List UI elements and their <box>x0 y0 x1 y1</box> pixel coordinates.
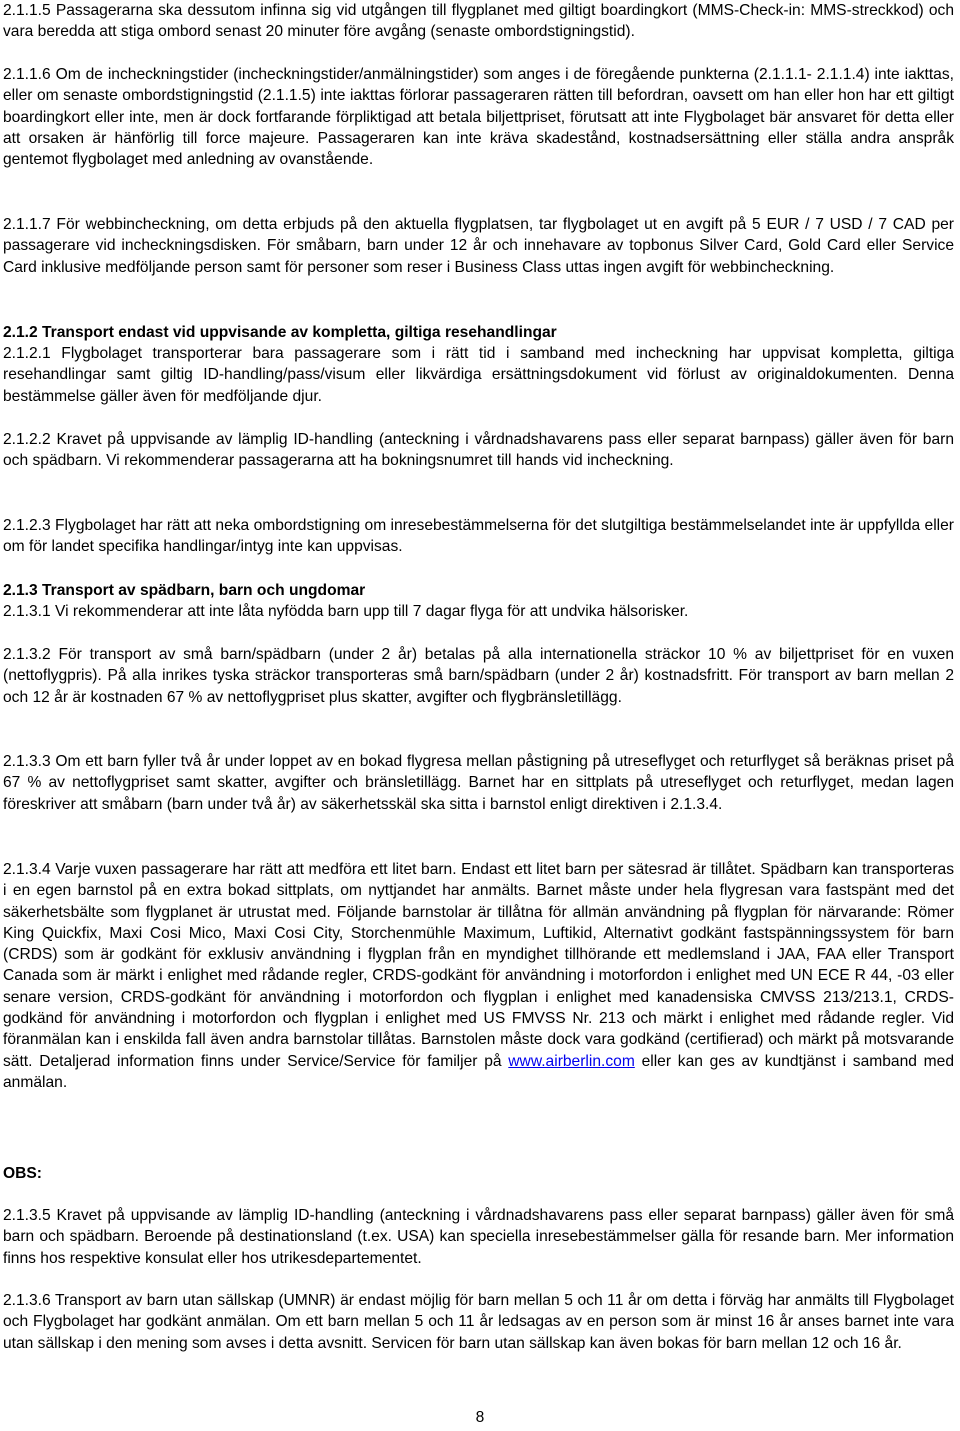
paragraph-2-1-2-1: 2.1.2.1 Flygbolaget transporterar bara passagerare som i rätt tid i samband med incheckning har uppvisat kompletta, giltiga resehandlingar samt giltig ID-handling/pass/visum eller likvärdiga ersättningsdokument vid förlust av originaldokumenten. Denna bestämmelse gäller även för medföljande djur. <box>3 345 954 405</box>
paragraph-2-1-3-4 <box>3 859 954 1093</box>
paragraph-2-1-3-3: 2.1.3.3 Om ett barn fyller två år under loppet av en bokad flygresa mellan påstigning på utreseflyget och returflyget så beräknas priset på 67 % av nettoflygpriset samt skatter, avgifter och bränsletillägg. Barnet har en sittplats på utreseflyget och returflyget, medan lagen föreskriver att småbarn (barn under två år) av säkerhetsskäl ska sitta i barnstol enligt direktiven i 2.1.3.4. <box>3 753 954 813</box>
obs-label: OBS: <box>3 1165 42 1182</box>
paragraph-2-1-1-5: 2.1.1.5 Passagerarna ska dessutom infinna sig vid utgången till flygplanet med giltigt boardingkort (MMS-Check-in: MMS-streckkod) och vara beredda att stiga ombord senast 20 minuter före avgång (senaste ombordstigningstid). <box>3 2 954 41</box>
paragraph-2-1-3-4-tail: eller kan ges av kundtjänst i samband med anmälan. <box>3 1052 954 1091</box>
section-heading-2-1-3: 2.1.3 Transport av spädbarn, barn och ungdomar <box>3 582 366 599</box>
paragraph-2-1-1-6: 2.1.1.6 Om de incheckningstider (incheckningstider/anmälningstider) som anges i de föregående punkterna (2.1.1.1- 2.1.1.4) inte iakttas, eller om senaste ombordstigningstid (2.1.1.5) inte iakttas förlorar passageraren rätten till befordran, oavsett om han eller hon har ett giltigt boardingkort eller inte, men är dock fortfarande förpliktigad att betala biljettpriset, förutsatt att inte Flygbolaget bär ansvaret för detta eller att orsaken är hänförlig till force majeure. Passageraren kan inte kräva skadestånd, kostnadsersättning eller ställa andra anspråk gentemot flygbolaget med anledning av ovanstående. <box>3 66 954 169</box>
paragraph-2-1-1-7: 2.1.1.7 För webbincheckning, om detta erbjuds på den aktuella flygplatsen, tar flygbolaget ut en avgift på 5 EUR / 7 USD / 7 CAD per passagerare vid incheckningsdisken. För småbarn, barn under 12 år och innehavare av topbonus Silver Card, Gold Card eller Service Card inklusive medföljande person samt för personer som reser i Business Class uttas ingen avgift för webbincheckning. <box>3 216 954 276</box>
paragraph-2-1-3-5: 2.1.3.5 Kravet på uppvisande av lämplig ID-handling (anteckning i vårdnadshavarens pass eller separat barnpass) gäller även för små barn och spädbarn. Beroende på destinationsland (t.ex. USA) kan speciella inresebestämmelser gälla för resande barn. Mer information finns hos respektive konsulat eller hos utrikesdepartementet. <box>3 1207 954 1267</box>
section-heading-2-1-2: 2.1.2 Transport endast vid uppvisande av kompletta, giltiga resehandlingar <box>3 324 557 341</box>
paragraph-2-1-3-2: 2.1.3.2 För transport av små barn/spädbarn (under 2 år) betalas på alla internationella sträckor 10 % av biljettpriset för en vuxen (nettoflygpris). På alla inrikes tyska sträckor transporteras små barn/spädbarn (under 2 år) kostnadsfritt. För transport av barn mellan 2 och 12 år är kostnaden 67 % av nettoflygpriset plus skatter, avgifter och flygbränsletillägg. <box>3 646 954 706</box>
page-number: 8 <box>475 1409 485 1426</box>
paragraph-2-1-3-4-text: 2.1.3.4 Varje vuxen passagerare har rätt att medföra ett litet barn. Endast ett litet barn per sätesrad är tillåtet. Spädbarn kan transporteras i en egen barnstol på en extra bokad sittplats, om nyttjandet har anmälts. Barnet måste under hela flygresan vara fastspänt med det säkerhetsbälte som flygplanet är utrustat med. Följande barnstolar är tillåtna för allmän användning på flygplan för närvarande: Römer King Quickfix, Maxi Cosi Mico, Maxi Cosi City, Storchenmühle Maximum, Luftikid, Alternativt godkänt fastspänningssystem för barn (CRDS) som är godkänt för exklusiv användning i flygplan från en myndighet tillhörande ett medlemsland i JAA, FAA eller Transport Canada som är märkt i enlighet med rådande regler, CRDS-godkänt för användning i motorfordon i enlighet med UN ECE R 44, -03 eller senare version, CRDS-godkänt för användning i motorfordon och flygplan i enlighet med kanadensiska CMVSS 213/213.1, CRDS-godkänd för användning i motorfordon och flygplan i enlighet med US FMVSS Nr. 213 och märkt i enlighet med rådande regler. Vid föranmälan kan i enskilda fall även andra barnstolar tillåtas. Barnstolen måste dock vara godkänd (certifierad) och märkt på motsvarande sätt. Detaljerad information finns under Service/Service för familjer på <box>3 861 954 1070</box>
paragraph-2-1-3-1: 2.1.3.1 Vi rekommenderar att inte låta nyfödda barn upp till 7 dagar flyga för att undvika hälsorisker. <box>3 603 689 620</box>
paragraph-2-1-2-2: 2.1.2.2 Kravet på uppvisande av lämplig ID-handling (anteckning i vårdnadshavarens pass eller separat barnpass) gäller även för barn och spädbarn. Vi rekommenderar passagerarna att ha bokningsnumret till hands vid incheckning. <box>3 431 954 470</box>
airberlin-link[interactable]: www.airberlin.com <box>508 1052 635 1070</box>
paragraph-2-1-2-3: 2.1.2.3 Flygbolaget har rätt att neka ombordstigning om inresebestämmelserna för det slutgiltiga bestämmelselandet inte är uppfyllda eller om för landet specifika handlingar/intyg inte kan uppvisas. <box>3 517 954 556</box>
paragraph-2-1-3-6: 2.1.3.6 Transport av barn utan sällskap (UMNR) är endast möjlig för barn mellan 5 och 11 år om detta i förväg har anmälts till Flygbolaget och Flygbolaget har godkänt anmälan. Om ett barn mellan 5 och 11 år ledsagas av en person som är minst 16 år anses barnet inte vara utan sällskap i den mening som avses i detta avsnitt. Servicen för barn utan sällskap kan även bokas för barn mellan 12 och 16 år. <box>3 1292 954 1352</box>
